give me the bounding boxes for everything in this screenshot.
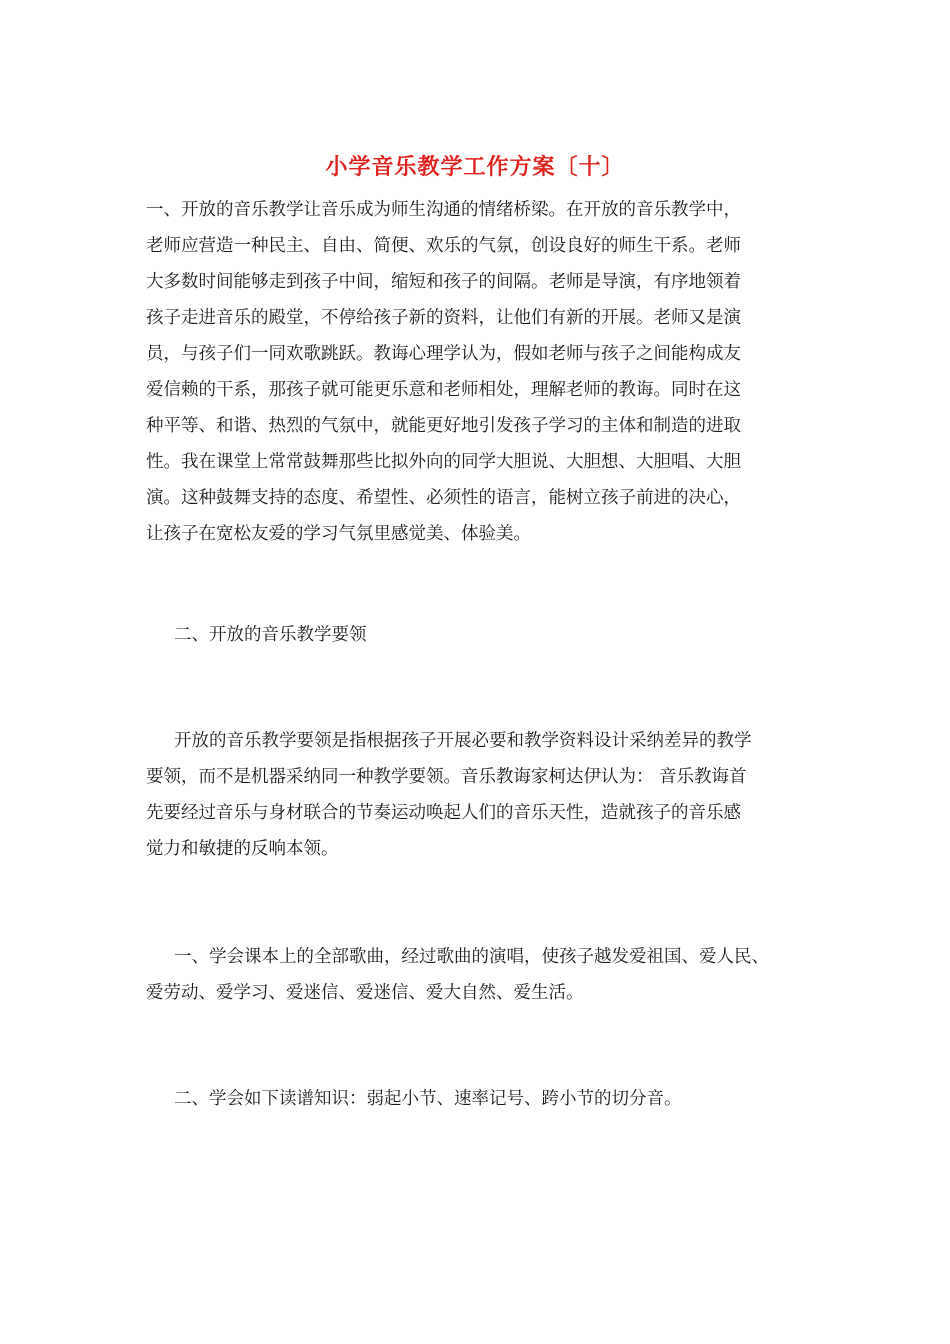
section2-line-2: 要领，而不是机器采纳同一种教学要领。音乐教诲家柯达伊认为： 音乐教诲首 bbox=[146, 767, 747, 787]
section1-line-4: 孩子走进音乐的殿堂，不停给孩子新的资料，让他们有新的开展。老师又是演 bbox=[146, 308, 741, 328]
section1-line-3: 大多数时间能够走到孩子中间，缩短和孩子的间隔。老师是导演，有序地领着 bbox=[146, 272, 741, 292]
section2-line-3: 先要经过音乐与身材联合的节奏运动唤起人们的音乐天性，造就孩子的音乐感 bbox=[146, 803, 741, 823]
section1-line-9: 演。这种鼓舞支持的态度、希望性、必须性的语言，能树立孩子前进的决心， bbox=[146, 488, 741, 508]
item1-line-1: 一、学会课本上的全部歌曲，经过歌曲的演唱，使孩子越发爱祖国、爱人民、 bbox=[174, 947, 769, 967]
section2-heading: 二、开放的音乐教学要领 bbox=[174, 625, 367, 645]
item1-line-2: 爱劳动、爱学习、爱迷信、爱迷信、爱大自然、爱生活。 bbox=[146, 983, 584, 1003]
section2-line-1: 开放的音乐教学要领是指根据孩子开展必要和教学资料设计采纳差异的教学 bbox=[174, 731, 752, 751]
section1-line-6: 爱信赖的干系，那孩子就可能更乐意和老师相处，理解老师的教诲。同时在这 bbox=[146, 380, 741, 400]
section2-line-4: 觉力和敏捷的反响本领。 bbox=[146, 839, 339, 859]
section1-line-10: 让孩子在宽松友爱的学习气氛里感觉美、体验美。 bbox=[146, 524, 531, 544]
document-title: 小学音乐教学工作方案〔十〕 bbox=[325, 154, 625, 180]
section1-line-8: 性。我在课堂上常常鼓舞那些比拟外向的同学大胆说、大胆想、大胆唱、大胆 bbox=[146, 452, 741, 472]
section1-line-7: 种平等、和谐、热烈的气氛中，就能更好地引发孩子学习的主体和制造的进取 bbox=[146, 416, 741, 436]
section1-line-1: 一、开放的音乐教学让音乐成为师生沟通的情绪桥梁。在开放的音乐教学中， bbox=[146, 200, 741, 220]
item2-line-1: 二、学会如下读谱知识：弱起小节、速率记号、跨小节的切分音。 bbox=[174, 1089, 682, 1109]
section1-line-2: 老师应营造一种民主、自由、简便、欢乐的气氛，创设良好的师生干系。老师 bbox=[146, 236, 741, 256]
section1-line-5: 员，与孩子们一同欢歌跳跃。教诲心理学认为，假如老师与孩子之间能构成友 bbox=[146, 344, 741, 364]
